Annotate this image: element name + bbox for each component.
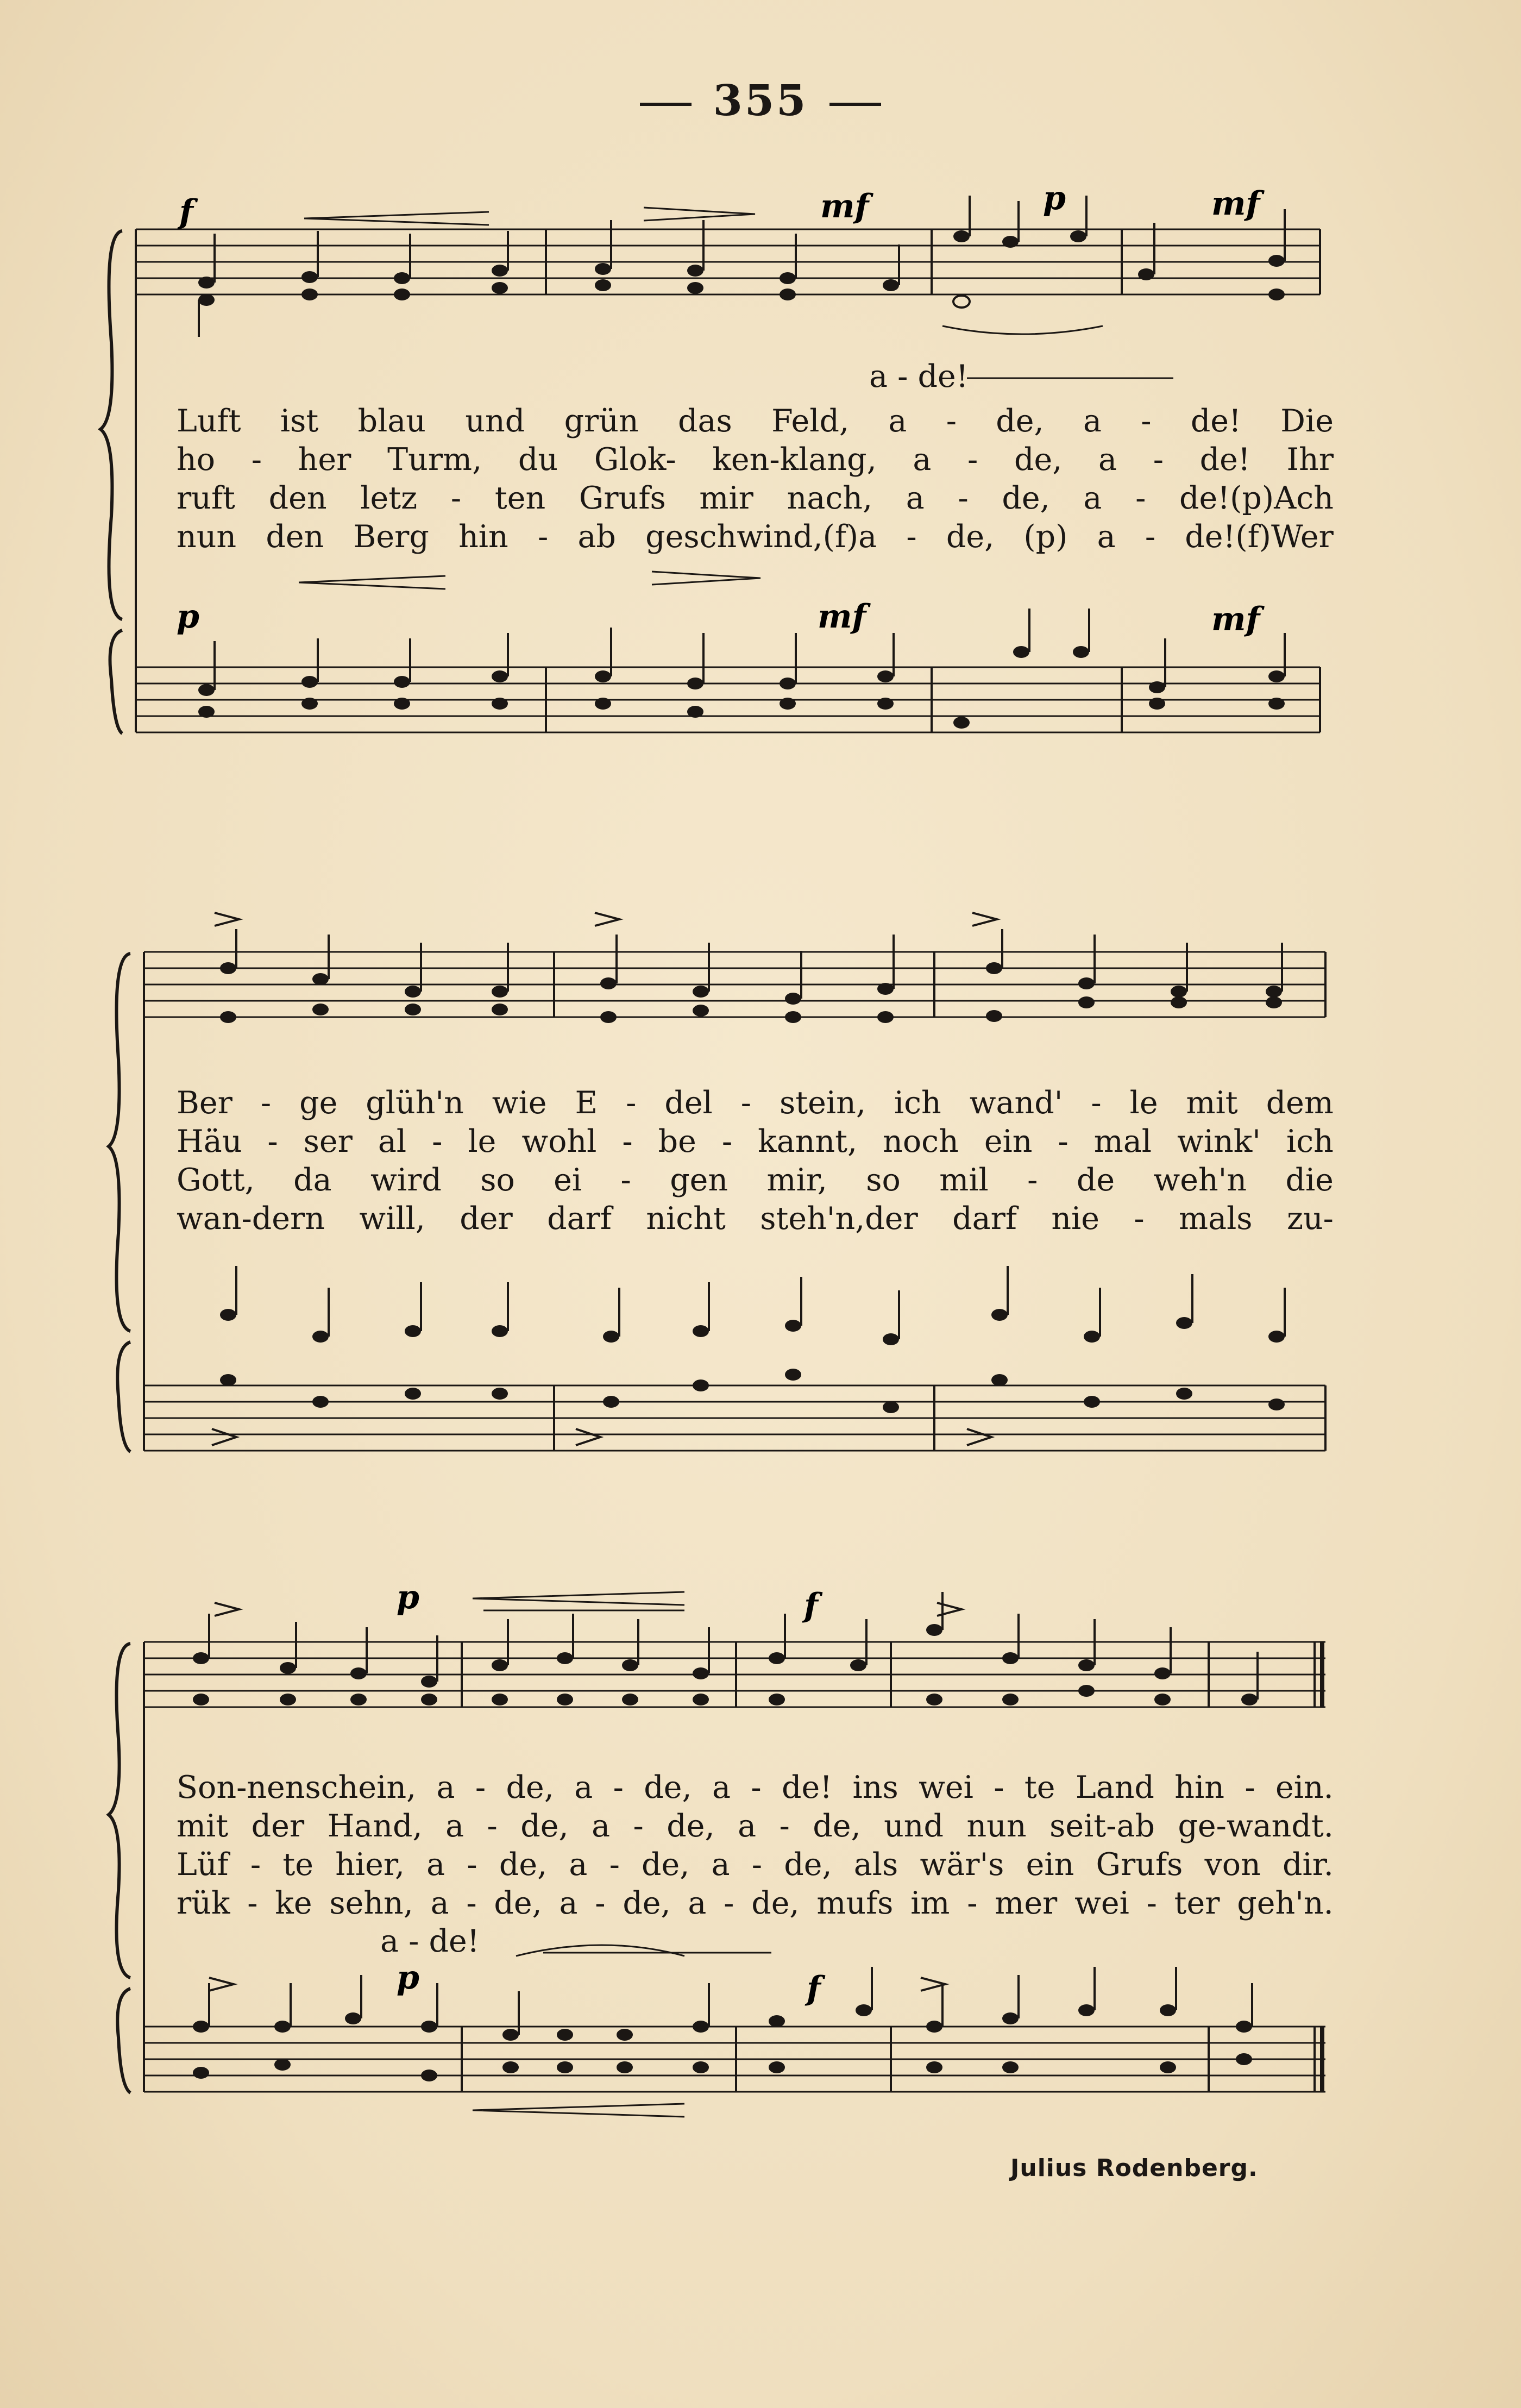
- system-1-verse-2: [177, 441, 1334, 479]
- lyric-syllable: mit: [177, 1808, 229, 1844]
- lyric-syllable: de!: [781, 1770, 833, 1805]
- lyric-syllable: -: [267, 1124, 278, 1159]
- lyric-syllable: wär's: [920, 1847, 1004, 1883]
- lyric-syllable: -: [622, 1124, 633, 1159]
- lyric-syllable: gen: [670, 1162, 728, 1198]
- lyric-syllable: le: [1129, 1085, 1158, 1121]
- dynamic-piano: p: [1043, 179, 1066, 217]
- lyric-syllable: al: [378, 1124, 407, 1159]
- lyric-syllable: (p): [1023, 519, 1068, 555]
- system-2-lower-staff: [144, 1385, 1325, 1451]
- lyric-syllable: -: [595, 1885, 606, 1921]
- lyric-syllable: de,: [644, 1770, 692, 1805]
- lyric-syllable: -: [1141, 403, 1152, 439]
- lyric-syllable: del: [664, 1085, 713, 1121]
- lyric-syllable: a: [574, 1770, 593, 1805]
- lyric-syllable: -: [247, 1885, 258, 1921]
- lyric-syllable: ten: [494, 480, 546, 516]
- lyric-syllable: letz: [360, 480, 418, 516]
- lyric-syllable: hin: [458, 519, 508, 555]
- lyric-syllable: a: [569, 1847, 588, 1883]
- lyric-syllable: de,: [623, 1885, 671, 1921]
- lyric-syllable: wohl: [521, 1124, 597, 1159]
- lyric-syllable: blau: [357, 403, 426, 439]
- lyric-syllable: darf: [547, 1201, 612, 1237]
- lyric-syllable: als: [853, 1847, 898, 1883]
- lyric-syllable: de,: [494, 1885, 542, 1921]
- lyric-syllable: -: [609, 1847, 620, 1883]
- lyric-syllable: ins: [852, 1770, 898, 1805]
- system-2-verse-3: [177, 1161, 1334, 1200]
- lyric-syllable: de!(p)Ach: [1179, 480, 1334, 516]
- lyric-syllable: Häu: [177, 1124, 242, 1159]
- lyric-syllable: hin: [1174, 1770, 1224, 1805]
- dynamic-piano-3-lower: p: [397, 1959, 419, 1997]
- lyric-syllable: die: [1285, 1162, 1334, 1198]
- lyric-syllable: de,: [499, 1847, 548, 1883]
- lyric-syllable: a: [1083, 480, 1102, 516]
- system-1-extra-syllable: a - de!: [869, 359, 969, 394]
- lyric-syllable: -: [967, 442, 978, 478]
- lyric-syllable: a: [1097, 519, 1116, 555]
- lyric-syllable: wie: [492, 1085, 547, 1121]
- lyric-syllable: nach,: [787, 480, 873, 516]
- lyric-syllable: Ber: [177, 1085, 232, 1121]
- lyric-syllable: -: [487, 1808, 498, 1844]
- lyric-syllable: -: [724, 1885, 734, 1921]
- lyric-syllable: seit-ab: [1049, 1808, 1155, 1844]
- dynamic-forte: f: [179, 193, 193, 231]
- lyric-syllable: -: [1145, 519, 1156, 555]
- system-3-lower-staff: [144, 2027, 1325, 2092]
- system-1-verse-3: [177, 479, 1334, 518]
- dynamic-forte-3: f: [804, 1586, 818, 1625]
- lyric-syllable: ruft: [177, 480, 235, 516]
- lyric-syllable: den: [266, 519, 324, 555]
- lyric-syllable: so: [480, 1162, 515, 1198]
- lyric-syllable: -: [751, 1847, 763, 1883]
- lyric-syllable: ken-klang,: [712, 442, 877, 478]
- lyric-syllable: -: [1245, 1770, 1255, 1805]
- lyric-syllable: -: [251, 442, 262, 478]
- lyric-syllable: weh'n: [1153, 1162, 1247, 1198]
- lyric-syllable: ein.: [1275, 1770, 1334, 1805]
- lyric-syllable: der: [460, 1201, 513, 1237]
- lyric-syllable: -: [475, 1770, 486, 1805]
- lyric-syllable: de,: [996, 403, 1044, 439]
- system-1-extender: [0, 375, 1521, 380]
- lyric-syllable: Glok-: [594, 442, 676, 478]
- system-2-verse-2: [177, 1123, 1334, 1161]
- lyric-syllable: her: [298, 442, 351, 478]
- lyric-syllable: -: [260, 1085, 272, 1121]
- page-number-text: 355: [713, 76, 808, 126]
- lyric-syllable: a: [738, 1808, 757, 1844]
- system-2-verse-1: [177, 1084, 1334, 1123]
- lyric-syllable: a: [712, 1770, 731, 1805]
- system-1-upper-staff: [136, 229, 1320, 294]
- lyric-syllable: wand': [969, 1085, 1063, 1121]
- lyric-syllable: Grufs: [1096, 1847, 1183, 1883]
- lyric-syllable: -: [450, 480, 462, 516]
- lyric-syllable: -: [467, 1847, 477, 1883]
- lyric-syllable: ab: [577, 519, 616, 555]
- lyric-syllable: das: [678, 403, 732, 439]
- lyric-syllable: wan-dern: [177, 1201, 325, 1237]
- lyric-syllable: Feld,: [771, 403, 850, 439]
- lyric-syllable: mit: [1186, 1085, 1238, 1121]
- lyric-syllable: wei: [919, 1770, 973, 1805]
- composer-credit: Julius Rodenberg.: [1010, 2154, 1258, 2182]
- lyric-syllable: E: [575, 1085, 598, 1121]
- lyric-syllable: so: [866, 1162, 901, 1198]
- lyric-syllable: und: [465, 403, 525, 439]
- lyric-syllable: wink': [1177, 1124, 1261, 1159]
- lyric-syllable: Grufs: [579, 480, 666, 516]
- lyric-syllable: -: [613, 1770, 624, 1805]
- lyric-syllable: de,: [946, 519, 995, 555]
- lyric-syllable: -: [620, 1162, 631, 1198]
- lyric-syllable: mer: [995, 1885, 1058, 1921]
- lyric-syllable: Berg: [353, 519, 429, 555]
- lyric-syllable: a: [445, 1808, 464, 1844]
- lyric-syllable: -: [958, 480, 969, 516]
- lyric-syllable: -: [1091, 1085, 1102, 1121]
- lyric-syllable: ge: [299, 1085, 338, 1121]
- lyric-syllable: mufs: [816, 1885, 894, 1921]
- lyric-syllable: ge-wandt.: [1178, 1808, 1334, 1844]
- lyric-syllable: -: [633, 1808, 644, 1844]
- lyric-syllable: -: [1058, 1124, 1069, 1159]
- system-3-extra-syllable: a - de!: [380, 1923, 480, 1959]
- lyric-syllable: de,: [813, 1808, 861, 1844]
- lyric-syllable: -: [1146, 1885, 1157, 1921]
- lyric-syllable: und: [884, 1808, 944, 1844]
- lyric-syllable: de,: [751, 1885, 800, 1921]
- lyric-syllable: mals: [1179, 1201, 1253, 1237]
- lyric-syllable: Die: [1280, 403, 1334, 439]
- system-3-verse-1: [177, 1769, 1334, 1807]
- lyric-syllable: zu-: [1286, 1201, 1334, 1237]
- lyric-syllable: a: [888, 403, 907, 439]
- lyric-syllable: Turm,: [387, 442, 482, 478]
- lyric-syllable: Luft: [177, 403, 241, 439]
- lyric-syllable: nicht: [646, 1201, 726, 1237]
- lyric-syllable: von: [1204, 1847, 1261, 1883]
- lyric-syllable: ich: [894, 1085, 941, 1121]
- dynamic-mezzo-forte-lower: mf: [818, 598, 866, 636]
- lyric-syllable: -: [946, 403, 957, 439]
- lyric-syllable: kannt,: [758, 1124, 858, 1159]
- lyric-syllable: ho: [177, 442, 216, 478]
- lyric-syllable: Son-nenschein,: [177, 1770, 417, 1805]
- dynamic-forte-3-lower: f: [807, 1970, 821, 2008]
- lyric-syllable: -: [779, 1808, 790, 1844]
- lyric-syllable: -: [250, 1847, 261, 1883]
- lyric-syllable: ein: [984, 1124, 1033, 1159]
- lyric-syllable: will,: [359, 1201, 425, 1237]
- lyric-syllable: de,: [642, 1847, 690, 1883]
- lyric-syllable: -: [537, 519, 549, 555]
- lyric-syllable: de,: [1014, 442, 1063, 478]
- system-1-verse-1: [177, 402, 1334, 441]
- lyric-syllable: geh'n.: [1237, 1885, 1334, 1921]
- lyric-syllable: de,: [506, 1770, 554, 1805]
- page-number-dash-right: [829, 103, 881, 106]
- lyric-syllable: a: [426, 1847, 445, 1883]
- lyric-syllable: -: [1027, 1162, 1038, 1198]
- lyric-syllable: darf: [952, 1201, 1017, 1237]
- lyric-syllable: le: [468, 1124, 496, 1159]
- lyric-syllable: hier,: [335, 1847, 405, 1883]
- lyric-syllable: te: [1024, 1770, 1055, 1805]
- lyric-syllable: ser: [303, 1124, 353, 1159]
- lyric-syllable: glüh'n: [366, 1085, 464, 1121]
- lyric-syllable: de,: [1002, 480, 1050, 516]
- lyric-syllable: nun: [177, 519, 237, 555]
- system-3-verse-3: [177, 1846, 1334, 1884]
- dynamic-mezzo-forte-2: mf: [1211, 185, 1260, 223]
- system-1-lyrics: [177, 402, 1334, 556]
- lyric-syllable: a: [436, 1770, 455, 1805]
- lyric-syllable: ich: [1286, 1124, 1334, 1159]
- system-2-lyrics: [177, 1084, 1334, 1238]
- lyric-syllable: a: [1083, 403, 1102, 439]
- lyric-syllable: -: [994, 1770, 1004, 1805]
- lyric-syllable: der: [251, 1808, 305, 1844]
- lyric-syllable: a: [592, 1808, 611, 1844]
- lyric-syllable: de!(f)Wer: [1185, 519, 1334, 555]
- page-number-dash-left: [640, 103, 692, 106]
- dynamic-piano-lower: p: [177, 598, 199, 636]
- lyric-syllable: de,: [520, 1808, 569, 1844]
- system-2-verse-4: [177, 1200, 1334, 1238]
- lyric-syllable: geschwind,(f)a: [645, 519, 877, 555]
- lyric-syllable: -: [466, 1885, 477, 1921]
- lyric-syllable: Hand,: [327, 1808, 423, 1844]
- lyric-syllable: -: [432, 1124, 443, 1159]
- system-3-verse-2: [177, 1807, 1334, 1846]
- lyric-syllable: Ihr: [1286, 442, 1334, 478]
- lyric-syllable: ist: [280, 403, 319, 439]
- lyric-syllable: mir,: [766, 1162, 827, 1198]
- lyric-syllable: wei: [1074, 1885, 1129, 1921]
- lyric-syllable: -: [1134, 1201, 1145, 1237]
- lyric-syllable: dem: [1266, 1085, 1334, 1121]
- lyric-syllable: rük: [177, 1885, 230, 1921]
- lyric-syllable: de!: [1199, 442, 1250, 478]
- lyric-syllable: stein,: [779, 1085, 866, 1121]
- lyric-syllable: -: [906, 519, 917, 555]
- lyric-syllable: ein: [1026, 1847, 1074, 1883]
- lyric-syllable: mir: [699, 480, 753, 516]
- lyric-syllable: grün: [564, 403, 639, 439]
- lyric-syllable: Lüf: [177, 1847, 229, 1883]
- lyric-syllable: im: [910, 1885, 950, 1921]
- lyric-syllable: a: [688, 1885, 707, 1921]
- lyric-syllable: -: [740, 1085, 752, 1121]
- lyric-syllable: da: [293, 1162, 332, 1198]
- lyric-syllable: nun: [966, 1808, 1027, 1844]
- lyric-syllable: noch: [883, 1124, 959, 1159]
- lyric-syllable: nie: [1051, 1201, 1100, 1237]
- dynamic-mezzo-forte-lower-2: mf: [1211, 600, 1260, 638]
- lyric-syllable: wird: [370, 1162, 442, 1198]
- lyric-syllable: ter: [1174, 1885, 1220, 1921]
- page-number: [0, 76, 1521, 126]
- system-3-extender: [0, 1951, 1521, 1956]
- lyric-syllable: du: [518, 442, 558, 478]
- lyric-syllable: de!: [1190, 403, 1241, 439]
- lyric-syllable: -: [751, 1770, 762, 1805]
- lyric-syllable: sehn,: [329, 1885, 413, 1921]
- lyric-syllable: de: [1076, 1162, 1115, 1198]
- system-3-upper-staff: [144, 1642, 1325, 1707]
- lyric-syllable: mal: [1093, 1124, 1152, 1159]
- lyric-syllable: -: [626, 1085, 637, 1121]
- lyric-syllable: de,: [667, 1808, 715, 1844]
- lyric-syllable: be: [658, 1124, 696, 1159]
- lyric-syllable: a: [430, 1885, 449, 1921]
- lyric-syllable: a: [913, 442, 932, 478]
- lyric-syllable: mil: [939, 1162, 989, 1198]
- system-3-verse-4: [177, 1884, 1334, 1923]
- lyric-syllable: -: [721, 1124, 733, 1159]
- lyric-syllable: Land: [1075, 1770, 1154, 1805]
- lyric-syllable: a: [906, 480, 925, 516]
- dynamic-piano-3: p: [397, 1578, 419, 1616]
- lyric-syllable: steh'n,der: [760, 1201, 918, 1237]
- lyric-syllable: a: [1098, 442, 1117, 478]
- system-3-lyrics: [177, 1769, 1334, 1923]
- lyric-syllable: te: [282, 1847, 313, 1883]
- lyric-syllable: -: [967, 1885, 978, 1921]
- lyric-syllable: a: [559, 1885, 578, 1921]
- lyric-syllable: de,: [784, 1847, 832, 1883]
- lyric-syllable: -: [1153, 442, 1164, 478]
- lyric-syllable: a: [711, 1847, 730, 1883]
- lyric-syllable: ke: [275, 1885, 312, 1921]
- lyric-syllable: den: [268, 480, 327, 516]
- dynamic-mezzo-forte: mf: [820, 187, 869, 225]
- system-1-verse-4: [177, 518, 1334, 556]
- lyric-syllable: Gott,: [177, 1162, 255, 1198]
- lyric-syllable: -: [1135, 480, 1146, 516]
- lyric-syllable: dir.: [1282, 1847, 1334, 1883]
- lyric-syllable: ei: [554, 1162, 582, 1198]
